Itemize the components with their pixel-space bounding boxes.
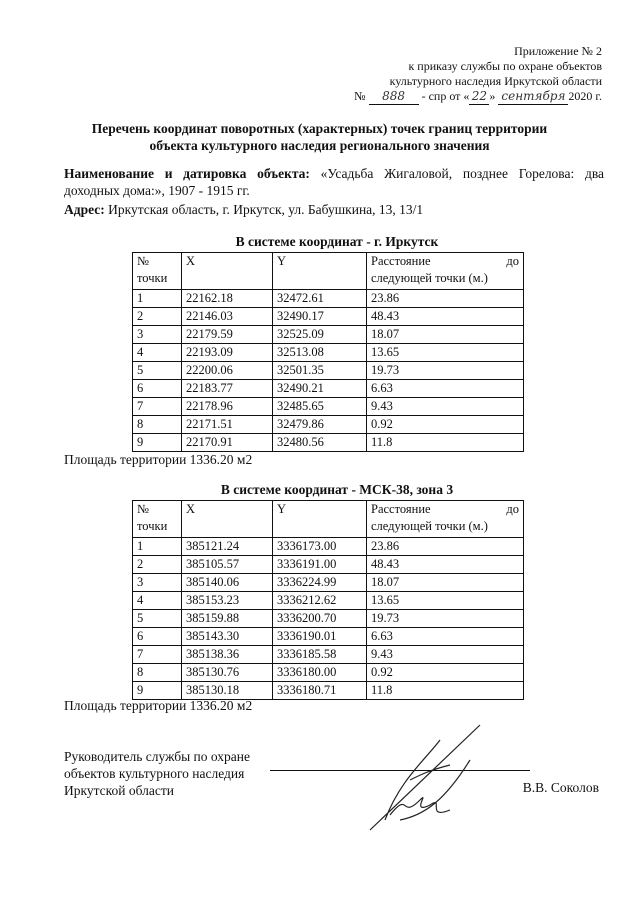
distance-cell: 48.43 [367,556,524,574]
point-number-cell: 5 [133,610,182,628]
table-row [133,646,524,664]
x-coord-cell: 22178.96 [182,398,273,416]
table-row [133,610,524,628]
distance-cell: 6.63 [367,628,524,646]
distance-cell: 18.07 [367,574,524,592]
distance-cell: 9.43 [367,646,524,664]
appendix-line1: Приложение № 2 [514,44,602,58]
table1-caption: В системе координат - г. Иркутск [235,234,439,249]
table-row [133,574,524,592]
document-title [0,120,639,154]
order-prefix: № [354,89,366,103]
x-coord-cell: 385130.18 [182,682,273,700]
header-y: Y [273,253,367,290]
table-row [133,290,524,308]
distance-cell: 6.63 [367,380,524,398]
address-label: Адрес: [64,202,105,217]
distance-cell: 11.8 [367,682,524,700]
distance-cell: 0.92 [367,416,524,434]
x-coord-cell: 385143.30 [182,628,273,646]
position-line3: Иркутской области [64,783,175,798]
table-row [133,538,524,556]
x-coord-cell: 385105.57 [182,556,273,574]
order-day: 22 [469,89,489,105]
x-coord-cell: 22146.03 [182,308,273,326]
header-num: № точки [133,253,182,290]
x-coord-cell: 22162.18 [182,290,273,308]
order-month: сентября [498,89,568,105]
object-label: Наименование и датировка объекта: [64,166,310,181]
point-number-cell: 6 [133,628,182,646]
x-coord-cell: 385153.23 [182,592,273,610]
distance-cell: 13.65 [367,592,524,610]
title-line2: объекта культурного наследия регионального значения [149,138,490,153]
distance-cell: 11.8 [367,434,524,452]
object-value: «Усадьба Жигаловой, позднее Горелова: два доходных дома:», 1907 - 1915 гг. [64,166,605,198]
table1-area: Площадь территории 1336.20 м2 [64,452,253,467]
x-coord-cell: 22171.51 [182,416,273,434]
y-coord-cell: 3336180.71 [273,682,367,700]
y-coord-cell: 3336190.01 [273,628,367,646]
distance-cell: 9.43 [367,398,524,416]
point-number-cell: 1 [133,538,182,556]
signatory-position [64,748,250,799]
table1-header-row [133,253,524,290]
y-coord-cell: 32479.86 [273,416,367,434]
x-coord-cell: 22170.91 [182,434,273,452]
point-number-cell: 9 [133,682,182,700]
x-coord-cell: 22193.09 [182,344,273,362]
table-row [133,434,524,452]
point-number-cell: 2 [133,556,182,574]
y-coord-cell: 32480.56 [273,434,367,452]
x-coord-cell: 22183.77 [182,380,273,398]
y-coord-cell: 32490.21 [273,380,367,398]
order-mid: - спр от « [421,89,470,103]
point-number-cell: 4 [133,592,182,610]
object-address [64,202,423,218]
address-value: Иркутская область, г. Иркутск, ул. Бабушкина, 13, 13/1 [108,202,424,217]
x-coord-cell: 385159.88 [182,610,273,628]
table-row [133,380,524,398]
table-row [133,398,524,416]
y-coord-cell: 32525.09 [273,326,367,344]
distance-cell: 0.92 [367,664,524,682]
order-year: 2020 г. [568,89,602,103]
distance-cell: 23.86 [367,538,524,556]
table2 [132,500,524,700]
signatory-name: В.В. Соколов [522,780,599,795]
y-coord-cell: 3336180.00 [273,664,367,682]
table-row [133,682,524,700]
point-number-cell: 7 [133,646,182,664]
table1 [132,252,524,452]
table-row [133,308,524,326]
point-number-cell: 3 [133,326,182,344]
appendix-line2: к приказу службы по охране объектов [408,59,602,73]
table2-area: Площадь территории 1336.20 м2 [64,698,253,713]
point-number-cell: 7 [133,398,182,416]
header-x: X [182,501,273,538]
appendix-header [354,44,602,105]
y-coord-cell: 32485.65 [273,398,367,416]
table-row [133,556,524,574]
x-coord-cell: 22179.59 [182,326,273,344]
x-coord-cell: 385138.36 [182,646,273,664]
x-coord-cell: 22200.06 [182,362,273,380]
y-coord-cell: 3336173.00 [273,538,367,556]
table-row [133,592,524,610]
y-coord-cell: 32490.17 [273,308,367,326]
y-coord-cell: 3336191.00 [273,556,367,574]
point-number-cell: 8 [133,664,182,682]
order-line [354,89,602,105]
y-coord-cell: 3336200.70 [273,610,367,628]
y-coord-cell: 32501.35 [273,362,367,380]
distance-cell: 13.65 [367,344,524,362]
table-row [133,416,524,434]
y-coord-cell: 32513.08 [273,344,367,362]
title-line1: Перечень координат поворотных (характерных) точек границ территории [91,121,548,136]
distance-cell: 19.73 [367,610,524,628]
y-coord-cell: 3336185.58 [273,646,367,664]
point-number-cell: 3 [133,574,182,592]
header-y: Y [273,501,367,538]
x-coord-cell: 385140.06 [182,574,273,592]
header-distance: Расстояние до следующей точки (м.) [367,501,524,538]
table-row [133,344,524,362]
point-number-cell: 2 [133,308,182,326]
table2-header-row [133,501,524,538]
appendix-line3: культурного наследия Иркутской области [389,74,602,88]
table2-body [133,538,524,700]
point-number-cell: 8 [133,416,182,434]
table-row [133,664,524,682]
point-number-cell: 6 [133,380,182,398]
x-coord-cell: 385121.24 [182,538,273,556]
distance-cell: 19.73 [367,362,524,380]
point-number-cell: 5 [133,362,182,380]
object-name [64,165,604,199]
handwritten-signature [330,720,530,840]
y-coord-cell: 32472.61 [273,290,367,308]
y-coord-cell: 3336224.99 [273,574,367,592]
distance-cell: 18.07 [367,326,524,344]
point-number-cell: 4 [133,344,182,362]
y-coord-cell: 3336212.62 [273,592,367,610]
distance-cell: 23.86 [367,290,524,308]
distance-cell: 48.43 [367,308,524,326]
order-close: » [489,89,496,103]
point-number-cell: 9 [133,434,182,452]
position-line2: объектов культурного наследия [64,766,245,781]
point-number-cell: 1 [133,290,182,308]
table-row [133,326,524,344]
table-row [133,362,524,380]
header-x: X [182,253,273,290]
table2-caption: В системе координат - МСК-38, зона 3 [220,482,454,497]
table-row [133,628,524,646]
header-num: № точки [133,501,182,538]
table1-body [133,290,524,452]
position-line1: Руководитель службы по охране [64,749,251,764]
order-number: 888 [369,89,419,105]
x-coord-cell: 385130.76 [182,664,273,682]
header-distance: Расстояние до следующей точки (м.) [367,253,524,290]
